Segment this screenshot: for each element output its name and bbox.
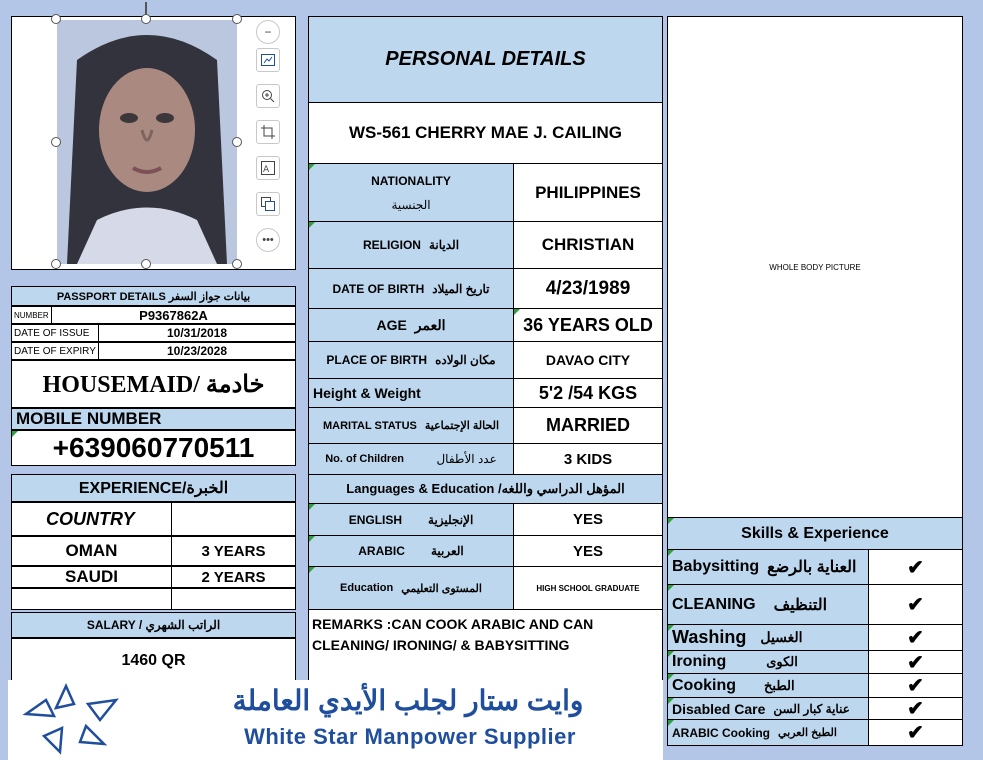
label-ar: العمر (414, 316, 446, 333)
salary-label: SALARY / الراتب الشهري (11, 612, 296, 638)
check-icon: ✔ (868, 697, 963, 720)
english-label (308, 503, 514, 536)
skill-label: Disabled Care (672, 700, 766, 717)
date-of-issue-value: 10/31/2018 (98, 324, 296, 342)
skill-label-ar: الكوى (766, 654, 798, 669)
check-icon: ✔ (868, 624, 963, 651)
resize-handle[interactable] (232, 259, 242, 269)
place-of-birth-value: DAVAO CITY (513, 341, 663, 379)
height-weight-value: 5'2 /54 KGS (513, 378, 663, 408)
minus-icon[interactable]: − (256, 20, 280, 44)
date-of-birth-value: 4/23/1989 (513, 268, 663, 309)
whole-body-picture-placeholder[interactable]: WHOLE BODY PICTURE (667, 16, 963, 518)
check-icon: ✔ (868, 673, 963, 698)
label-en: ARABIC (358, 544, 405, 558)
passport-number-label: NUMBER (11, 306, 52, 324)
place-of-birth-label (308, 341, 514, 379)
experience-country: SAUDI (11, 566, 172, 588)
skill-label-ar: عناية كبار السن (773, 701, 850, 716)
portrait-image (57, 20, 237, 264)
experience-years: 2 YEARS (171, 566, 296, 588)
crop-icon[interactable] (256, 120, 280, 144)
label-ar: الحالة الإجتماعية (424, 420, 499, 432)
check-icon: ✔ (868, 719, 963, 746)
label-en: Education (340, 582, 394, 594)
skill-arabic-cooking (667, 719, 869, 746)
label-en: PLACE OF BIRTH (326, 353, 428, 367)
chart-icon[interactable] (256, 48, 280, 72)
skill-disabled-care (667, 697, 869, 720)
height-weight-label: Height & Weight (308, 378, 514, 408)
languages-header: Languages & Education /المؤهل الدراسي واللغه (308, 474, 663, 504)
svg-text:A: A (263, 165, 270, 175)
marital-status-label (308, 407, 514, 444)
skill-label: Babysitting (672, 558, 760, 575)
skill-label-ar: الغسيل (760, 629, 803, 645)
page-title: PERSONAL DETAILS (308, 16, 663, 103)
check-icon: ✔ (868, 584, 963, 625)
passport-photo[interactable] (57, 20, 237, 264)
company-banner (8, 680, 663, 760)
alt-text-icon[interactable] (256, 156, 280, 180)
company-name-english: White Star Manpower Supplier (244, 724, 576, 749)
religion-label (308, 221, 514, 269)
skill-cooking (667, 673, 869, 698)
label-en: MARITAL STATUS (322, 419, 417, 432)
mobile-label: MOBILE NUMBER (11, 408, 296, 430)
label-en: No. of Children (325, 453, 405, 465)
skill-label-ar: الطبخ العربي (778, 727, 837, 739)
label-ar: تاريخ الميلاد (432, 281, 490, 296)
experience-country: OMAN (11, 536, 172, 566)
country-column-header: COUNTRY (11, 502, 172, 536)
experience-empty-row (171, 588, 296, 610)
resize-handle[interactable] (51, 14, 61, 24)
arabic-value: YES (513, 535, 663, 567)
translate-icon[interactable] (256, 192, 280, 216)
passport-number-value: P9367862A (51, 306, 296, 324)
experience-header: EXPERIENCE/الخبرة (11, 474, 296, 502)
more-icon[interactable]: ••• (256, 228, 280, 252)
resize-handle[interactable] (141, 14, 151, 24)
label-ar: الإنجليزية (428, 512, 474, 527)
date-of-issue-label: DATE OF ISSUE (11, 324, 99, 342)
label-en: DATE OF BIRTH (332, 281, 425, 296)
company-name-arabic: وايت ستار لجلب الأيدي العاملة (232, 685, 584, 716)
age-label (308, 308, 514, 342)
skill-label: CLEANING (672, 595, 756, 613)
skill-label: Washing (672, 627, 747, 647)
skill-ironing (667, 650, 869, 674)
children-value: 3 KIDS (513, 443, 663, 475)
white-star-logo (16, 682, 136, 758)
skills-header: Skills & Experience (667, 517, 963, 550)
skill-label: Cooking (672, 676, 736, 694)
remarks-box: REMARKS :CAN COOK ARABIC AND CAN CLEANING/ IRONING/ & BABYSITTING (308, 609, 663, 684)
age-value: 36 YEARS OLD (513, 308, 663, 342)
skill-washing (667, 624, 869, 651)
check-icon: ✔ (868, 650, 963, 674)
skill-label-ar: التنظيف (773, 596, 828, 614)
resize-handle[interactable] (51, 259, 61, 269)
resize-handle[interactable] (232, 14, 242, 24)
skill-babysitting (667, 549, 869, 585)
skill-label-ar: العناية بالرضع (767, 559, 857, 576)
candidate-name: WS-561 CHERRY MAE J. CAILING (308, 102, 663, 164)
education-label (308, 566, 514, 610)
children-label (308, 443, 514, 475)
skill-label-ar: الطبخ (764, 677, 795, 693)
label-ar: الجنسية (391, 197, 431, 212)
skill-label: ARABIC Cooking (672, 725, 770, 740)
label-en: RELIGION (362, 238, 421, 252)
passport-header: PASSPORT DETAILS بيانات جواز السفر (11, 286, 296, 306)
experience-years: 3 YEARS (171, 536, 296, 566)
label-en: AGE (376, 317, 407, 333)
date-of-expiry-value: 10/23/2028 (98, 342, 296, 360)
label-ar: مكان الولاده (435, 353, 496, 367)
label-en: NATIONALITY (371, 173, 451, 188)
resize-handle[interactable] (232, 137, 242, 147)
label-en: ENGLISH (348, 512, 403, 527)
nationality-label (308, 163, 514, 222)
position-title: HOUSEMAID/ خادمة (11, 360, 296, 408)
skill-cleaning (667, 584, 869, 625)
date-of-birth-label (308, 268, 514, 309)
education-value: HIGH SCHOOL GRADUATE (513, 566, 663, 610)
skill-label: Ironing (672, 653, 727, 670)
resize-handle[interactable] (51, 137, 61, 147)
years-column-header (171, 502, 296, 536)
resize-handle[interactable] (141, 259, 151, 269)
marital-status-value: MARRIED (513, 407, 663, 444)
english-value: YES (513, 503, 663, 536)
date-of-expiry-label: DATE OF EXPIRY (11, 342, 99, 360)
arabic-label (308, 535, 514, 567)
nationality-value: PHILIPPINES (513, 163, 663, 222)
salary-value: 1460 QR (11, 638, 296, 684)
zoom-in-icon[interactable] (256, 84, 280, 108)
mobile-value: +639060770511 (11, 430, 296, 466)
check-icon: ✔ (868, 549, 963, 585)
label-ar: الديانة (428, 238, 460, 252)
label-ar: العربية (430, 544, 464, 558)
experience-empty-row (11, 588, 172, 610)
religion-value: CHRISTIAN (513, 221, 663, 269)
label-ar: المستوى التعليمي (401, 582, 482, 595)
rotate-handle[interactable] (145, 2, 147, 14)
label-ar: عدد الأطفال (436, 452, 497, 466)
